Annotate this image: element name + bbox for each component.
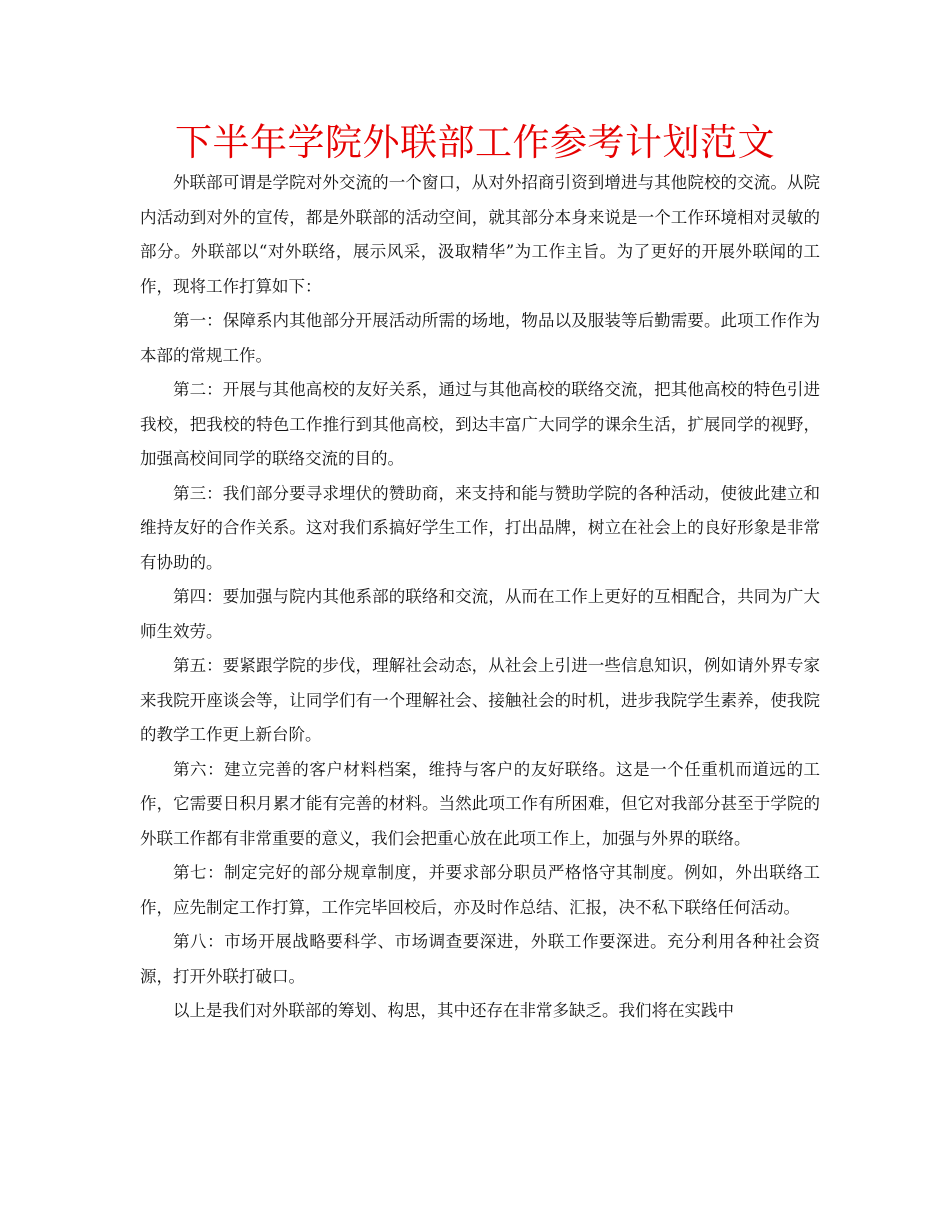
paragraph-item-1: 第一：保障系内其他部分开展活动所需的场地，物品以及服装等后勤需要。此项工作作为本部的常规工作。 (140, 311, 820, 365)
paragraph-item-2: 第二：开展与其他高校的友好关系，通过与其他高校的联络交流，把其他高校的特色引进我校，把我校的特色工作推行到其他高校，到达丰富广大同学的课余生活，扩展同学的视野，加强高校间同学的联络交流的目的。 (140, 380, 820, 468)
paragraph-item-8: 第八：市场开展战略要科学、市场调查要深进，外联工作要深进。充分利用各种社会资源，打开外联打破口。 (140, 932, 820, 986)
paragraph-conclusion: 以上是我们对外联部的筹划、构思，其中还存在非常多缺乏。我们将在实践中 (173, 1001, 734, 1020)
paragraph-intro: 外联部可谓是学院对外交流的一个窗口，从对外招商引资到增进与其他院校的交流。从院内活动到对外的宣传，都是外联部的活动空间，就其部分本身来说是一个工作环境相对灵敏的部分。外联部以“对外联络，展示风采，汲取精华”为工作主旨。为了更好的开展外联闻的工作，现将工作打算如下： (140, 173, 820, 296)
document-body (140, 166, 820, 1029)
paragraph-item-7: 第七：制定完好的部分规章制度，并要求部分职员严格恪守其制度。例如，外出联络工作，应先制定工作打算，工作完毕回校后，亦及时作总结、汇报，决不私下联络任何活动。 (140, 863, 820, 917)
paragraph-item-3: 第三：我们部分要寻求埋伏的赞助商，来支持和能与赞助学院的各种活动，使彼此建立和维持友好的合作关系。这对我们系搞好学生工作，打出品牌，树立在社会上的良好形象是非常有协助的。 (140, 483, 820, 572)
document-title: 下半年学院外联部工作参考计划范文 (175, 121, 775, 164)
paragraph-item-4: 第四：要加强与院内其他系部的联络和交流，从而在工作上更好的互相配合，共同为广大师生效劳。 (140, 587, 820, 641)
paragraph-item-6: 第六：建立完善的客户材料档案，维持与客户的友好联络。这是一个任重机而道远的工作，它需要日积月累才能有完善的材料。当然此项工作有所困难，但它对我部分甚至于学院的外联工作都有非常重要的意义，我们会把重心放在此项工作上，加强与外界的联络。 (140, 759, 820, 848)
paragraph-item-5: 第五：要紧跟学院的步伐，理解社会动态，从社会上引进一些信息知识，例如请外界专家来我院开座谈会等，让同学们有一个理解社会、接触社会的时机，进步我院学生素养，使我院的教学工作更上新台阶。 (140, 656, 820, 744)
